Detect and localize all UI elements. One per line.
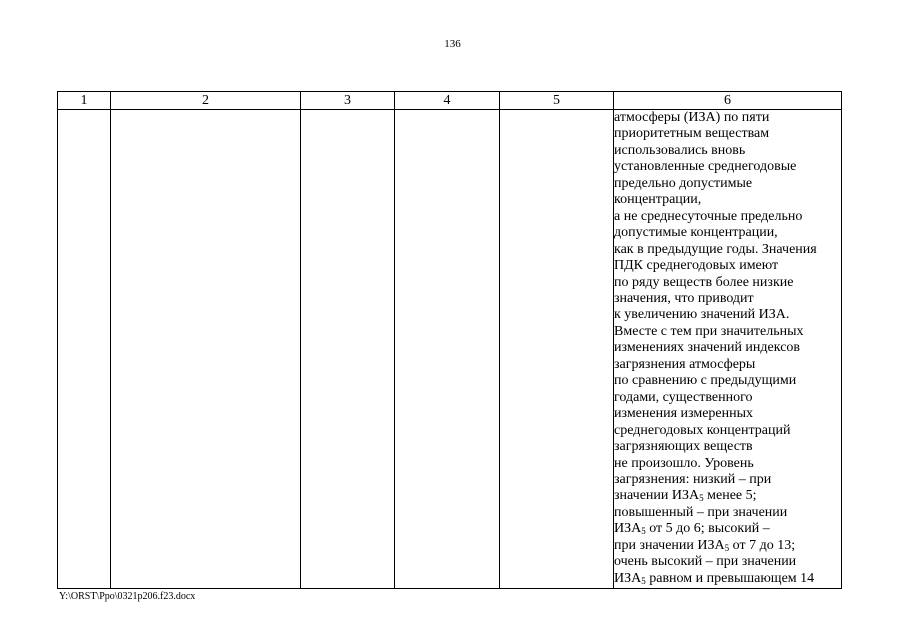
subscript: 5 xyxy=(699,493,704,504)
table-row xyxy=(58,110,842,589)
text-line-segment: загрязняющих веществ xyxy=(614,439,753,455)
column-header-3: 3 xyxy=(301,92,395,110)
cell-col-4 xyxy=(395,110,500,589)
cell-col-1 xyxy=(58,110,111,589)
table-header-row xyxy=(58,92,842,110)
text-line-segment: как в предыдущие годы. Значения xyxy=(614,241,817,257)
text-line-segment: предельно допустимые xyxy=(614,175,753,191)
text-line-segment: не произошло. Уровень xyxy=(614,455,754,471)
text-line-segment: по сравнению с предыдущими xyxy=(614,373,797,389)
text-line-segment: очень высокий – при значении xyxy=(614,554,797,570)
text-line-segment: от 7 до 13; xyxy=(729,537,796,553)
text-line xyxy=(614,456,841,472)
text-line xyxy=(614,488,841,504)
text-line-segment: менее 5; xyxy=(703,488,757,504)
text-line xyxy=(614,538,841,554)
text-line xyxy=(614,275,841,291)
text-line xyxy=(614,143,841,159)
subscript: 5 xyxy=(641,526,646,537)
text-line-segment: приоритетным веществам xyxy=(614,126,770,142)
column-header-4: 4 xyxy=(395,92,500,110)
text-line-segment: ИЗА xyxy=(614,570,642,586)
text-line xyxy=(614,192,841,208)
text-line-segment: использовались вновь xyxy=(614,142,746,158)
text-line-segment: от 5 до 6; высокий – xyxy=(645,521,770,537)
text-line-segment: равном и превышающем 14 xyxy=(645,570,815,586)
text-line xyxy=(614,291,841,307)
column-header-2: 2 xyxy=(111,92,301,110)
text-line-segment: изменениях значений индексов xyxy=(614,340,801,356)
text-line-segment: а не среднесуточные предельно xyxy=(614,208,803,224)
text-line-segment: допустимые концентрации, xyxy=(614,225,778,241)
text-line xyxy=(614,571,841,587)
text-line-segment: атмосферы (ИЗА) по пяти xyxy=(614,110,770,125)
cell-col-6-text xyxy=(614,110,842,589)
text-line-segment: Вместе с тем при значительных xyxy=(614,323,804,339)
text-line xyxy=(614,340,841,356)
cell-col-3 xyxy=(301,110,395,589)
text-line-segment: загрязнения: низкий – при xyxy=(614,471,772,487)
text-line-segment: значении ИЗА xyxy=(614,488,700,504)
text-line xyxy=(614,242,841,258)
text-line-segment: изменения измеренных xyxy=(614,406,754,422)
text-line-segment: концентрации, xyxy=(614,192,702,208)
text-line-segment: при значении ИЗА xyxy=(614,537,725,553)
text-line-segment: годами, существенного xyxy=(614,389,753,405)
text-line-segment: загрязнения атмосферы xyxy=(614,356,756,372)
text-line xyxy=(614,554,841,570)
text-line xyxy=(614,126,841,142)
text-line-segment: по ряду веществ более низкие xyxy=(614,274,794,290)
text-line xyxy=(614,307,841,323)
text-line xyxy=(614,390,841,406)
column-header-1: 1 xyxy=(58,92,111,110)
text-line-segment: значения, что приводит xyxy=(614,290,754,306)
text-line xyxy=(614,472,841,488)
text-line xyxy=(614,209,841,225)
text-line xyxy=(614,423,841,439)
text-line-segment: ИЗА xyxy=(614,521,642,537)
text-line xyxy=(614,406,841,422)
text-line-segment: среднегодовых концентраций xyxy=(614,422,791,438)
text-line xyxy=(614,258,841,274)
text-line xyxy=(614,505,841,521)
text-line xyxy=(614,324,841,340)
text-line-segment: повышенный – при значении xyxy=(614,504,788,520)
text-line-segment: установленные среднегодовые xyxy=(614,159,797,175)
text-line xyxy=(614,159,841,175)
page-number: 136 xyxy=(444,38,461,50)
column-header-5: 5 xyxy=(500,92,614,110)
text-line-segment: к увеличению значений ИЗА. xyxy=(614,307,790,323)
text-line-segment: ПДК среднегодовых имеют xyxy=(614,258,779,274)
text-line xyxy=(614,357,841,373)
text-line xyxy=(614,110,841,126)
column-header-6: 6 xyxy=(614,92,842,110)
cell-col-5 xyxy=(500,110,614,589)
footer-file-path: Y:\ORST\Ppo\0321p206.f23.docx xyxy=(59,591,196,602)
subscript: 5 xyxy=(641,575,646,586)
text-line xyxy=(614,225,841,241)
cell-col-2 xyxy=(111,110,301,589)
text-line xyxy=(614,373,841,389)
text-line xyxy=(614,521,841,537)
text-line xyxy=(614,176,841,192)
subscript: 5 xyxy=(724,542,730,553)
data-table xyxy=(57,91,842,589)
text-line xyxy=(614,439,841,455)
